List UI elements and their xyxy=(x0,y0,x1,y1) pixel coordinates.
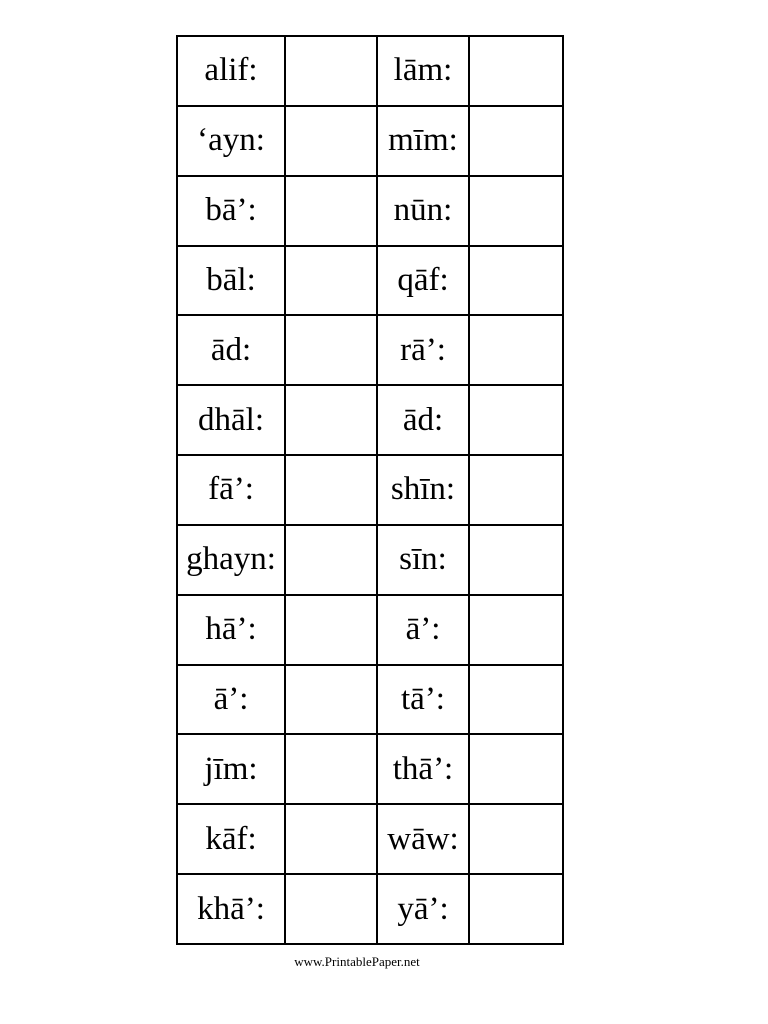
answer-cell-right[interactable] xyxy=(469,665,563,735)
letter-name-left: bā’: xyxy=(177,176,285,246)
letter-name-right: qāf: xyxy=(377,246,469,316)
letter-name-right: thā’: xyxy=(377,734,469,804)
answer-cell-left[interactable] xyxy=(285,595,377,665)
letter-name-left: kāf: xyxy=(177,804,285,874)
answer-cell-right[interactable] xyxy=(469,385,563,455)
letter-name-right: nūn: xyxy=(377,176,469,246)
letter-name-left: bāl: xyxy=(177,246,285,316)
table-row xyxy=(177,665,563,735)
answer-cell-left[interactable] xyxy=(285,36,377,106)
letter-name-left: jīm: xyxy=(177,734,285,804)
table-row xyxy=(177,246,563,316)
table-row xyxy=(177,176,563,246)
answer-cell-left[interactable] xyxy=(285,874,377,944)
table-row xyxy=(177,315,563,385)
table-row xyxy=(177,385,563,455)
answer-cell-right[interactable] xyxy=(469,525,563,595)
letter-name-left: alif: xyxy=(177,36,285,106)
answer-cell-left[interactable] xyxy=(285,106,377,176)
answer-cell-left[interactable] xyxy=(285,455,377,525)
letter-name-right: shīn: xyxy=(377,455,469,525)
letter-name-left: fā’: xyxy=(177,455,285,525)
letter-name-right: lām: xyxy=(377,36,469,106)
answer-cell-left[interactable] xyxy=(285,176,377,246)
answer-cell-right[interactable] xyxy=(469,246,563,316)
answer-cell-right[interactable] xyxy=(469,176,563,246)
letter-name-left: ‘ayn: xyxy=(177,106,285,176)
answer-cell-right[interactable] xyxy=(469,36,563,106)
letter-name-right: rā’: xyxy=(377,315,469,385)
letter-name-right: yā’: xyxy=(377,874,469,944)
letter-worksheet-table xyxy=(176,35,564,945)
answer-cell-right[interactable] xyxy=(469,804,563,874)
table-row xyxy=(177,36,563,106)
answer-cell-left[interactable] xyxy=(285,315,377,385)
letter-name-right: wāw: xyxy=(377,804,469,874)
letter-name-left: khā’: xyxy=(177,874,285,944)
answer-cell-right[interactable] xyxy=(469,595,563,665)
answer-cell-right[interactable] xyxy=(469,734,563,804)
answer-cell-right[interactable] xyxy=(469,874,563,944)
answer-cell-right[interactable] xyxy=(469,455,563,525)
answer-cell-left[interactable] xyxy=(285,385,377,455)
letter-name-right: sīn: xyxy=(377,525,469,595)
worksheet-rows xyxy=(177,36,563,944)
table-row xyxy=(177,804,563,874)
table-row xyxy=(177,595,563,665)
letter-name-right: tā’: xyxy=(377,665,469,735)
table-row xyxy=(177,455,563,525)
table-row xyxy=(177,734,563,804)
answer-cell-left[interactable] xyxy=(285,734,377,804)
footer-credit: www.PrintablePaper.net xyxy=(294,954,420,969)
letter-name-left: ād: xyxy=(177,315,285,385)
answer-cell-left[interactable] xyxy=(285,665,377,735)
letter-name-left: dhāl: xyxy=(177,385,285,455)
answer-cell-right[interactable] xyxy=(469,315,563,385)
answer-cell-left[interactable] xyxy=(285,525,377,595)
letter-name-left: hā’: xyxy=(177,595,285,665)
answer-cell-right[interactable] xyxy=(469,106,563,176)
letter-name-right: mīm: xyxy=(377,106,469,176)
letter-name-left: ghayn: xyxy=(177,525,285,595)
letter-name-left: ā’: xyxy=(177,665,285,735)
table-row xyxy=(177,525,563,595)
letter-name-right: ād: xyxy=(377,385,469,455)
table-row xyxy=(177,106,563,176)
answer-cell-left[interactable] xyxy=(285,246,377,316)
table-row xyxy=(177,874,563,944)
letter-name-right: ā’: xyxy=(377,595,469,665)
answer-cell-left[interactable] xyxy=(285,804,377,874)
